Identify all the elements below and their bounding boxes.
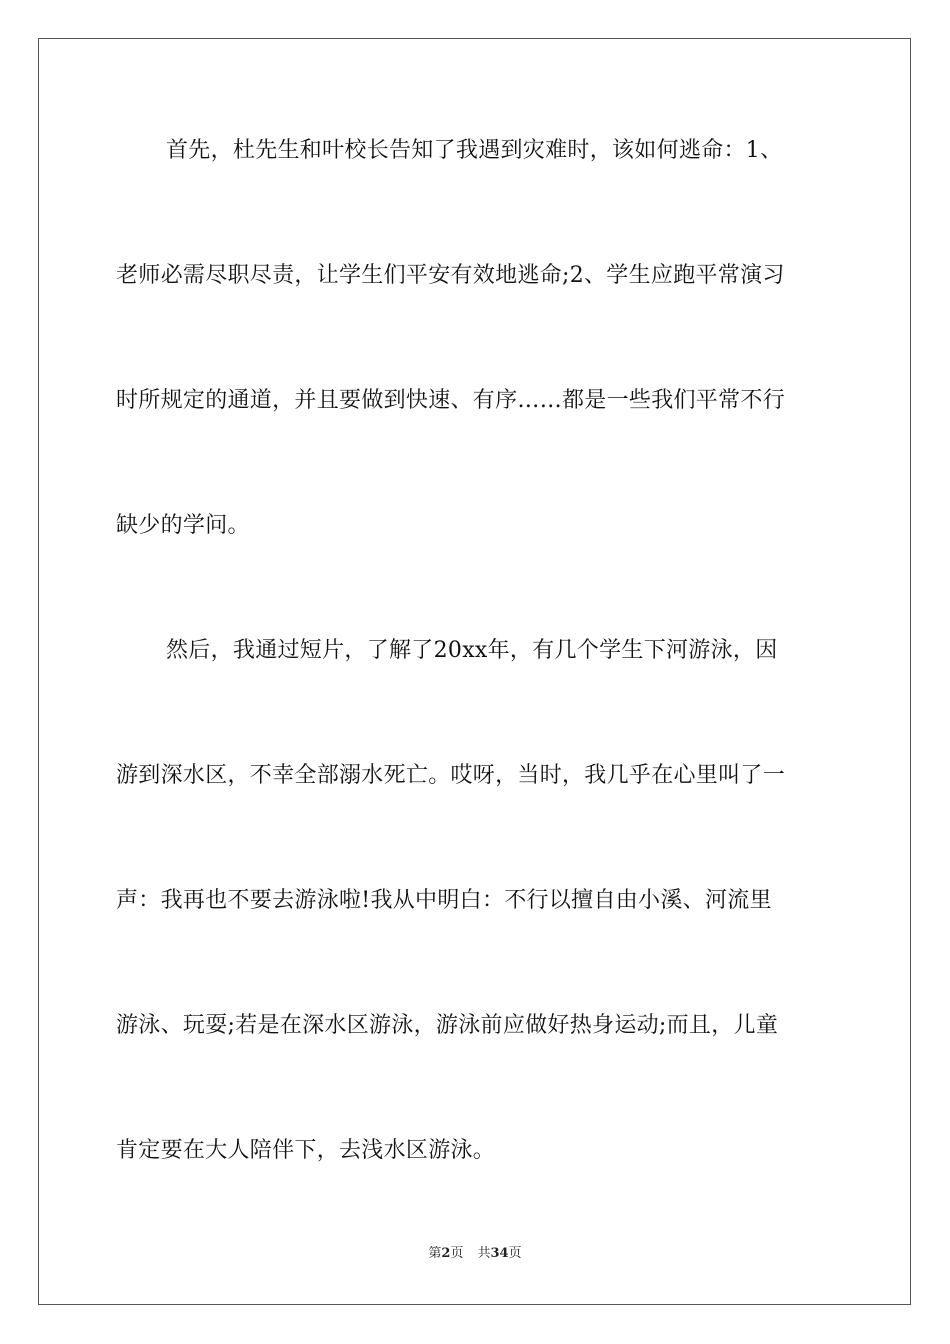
page-prefix: 第: [428, 1246, 442, 1261]
paragraph-1-line-4: 缺少的学问。: [116, 513, 250, 538]
page-border: [38, 38, 911, 1305]
total-pages: 34: [490, 1246, 509, 1261]
page-footer: [0, 1242, 950, 1261]
page-suffix: 页: [450, 1246, 464, 1261]
paragraph-2-line-4: 游泳、玩耍;若是在深水区游泳，游泳前应做好热身运动;而且，儿童: [116, 1013, 779, 1038]
total-prefix: 共: [477, 1246, 491, 1261]
paragraph-2-line-5: 肯定要在大人陪伴下，去浅水区游泳。: [116, 1138, 496, 1163]
page-number: 2: [441, 1246, 451, 1261]
total-suffix: 页: [508, 1246, 522, 1261]
paragraph-2-line-2: 游到深水区，不幸全部溺水死亡。哎呀，当时，我几乎在心里叫了一: [116, 763, 786, 788]
paragraph-2-line-3: 声：我再也不要去游泳啦!我从中明白：不行以擅自由小溪、河流里: [116, 888, 772, 913]
paragraph-1-line-2: 老师必需尽职尽责，让学生们平安有效地逃命;2、学生应跑平常演习: [116, 263, 785, 288]
paragraph-1-line-1: 首先，杜先生和叶校长告知了我遇到灾难时，该如何逃命：1、: [166, 138, 783, 163]
paragraph-1-line-3: 时所规定的通道，并且要做到快速、有序……都是一些我们平常不行: [116, 388, 786, 413]
paragraph-2-line-1: 然后，我通过短片，了解了20xx年，有几个学生下河游泳，因: [166, 638, 778, 663]
